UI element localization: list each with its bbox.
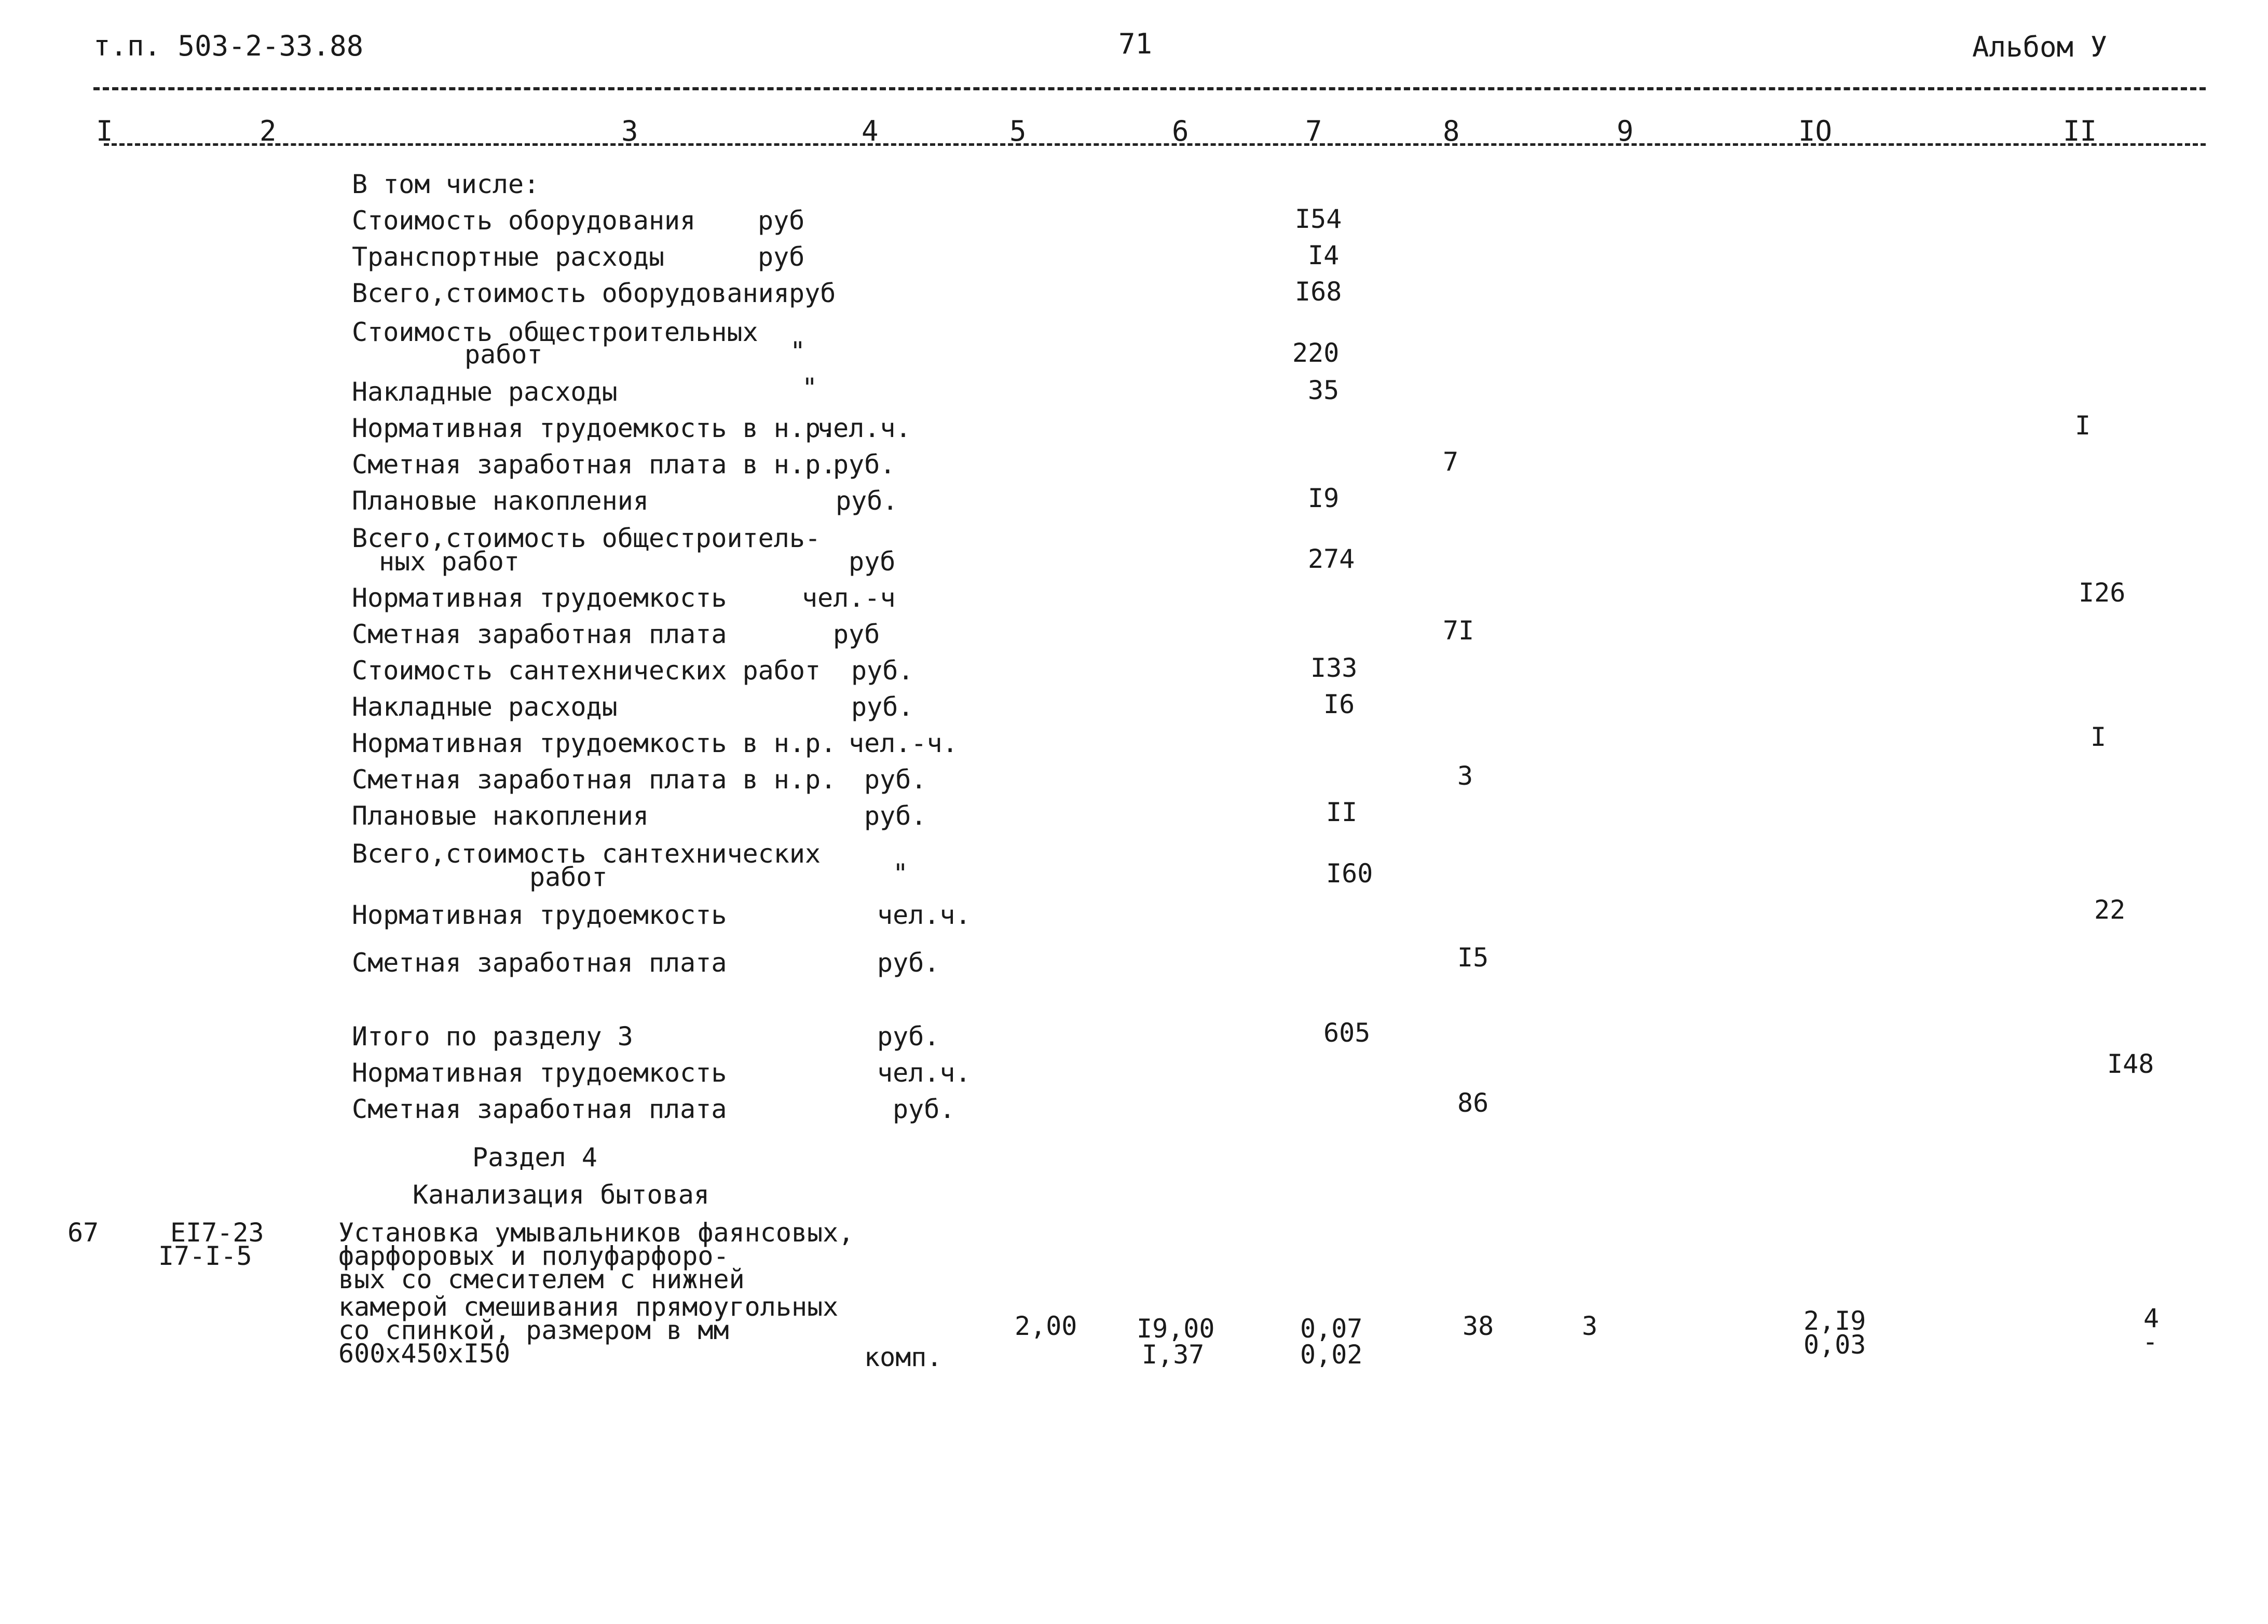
col7-value: 605	[1323, 1018, 1371, 1048]
row-unit: руб	[758, 206, 805, 236]
section-subtitle: Канализация бытовая	[413, 1180, 709, 1210]
col6-value: I,37	[1142, 1340, 1205, 1370]
col8-value: 7I	[1443, 616, 1474, 646]
col7-value: 0,02	[1300, 1340, 1363, 1370]
row-label: Всего,стоимость оборудования	[352, 278, 789, 308]
row-unit: руб.	[893, 1094, 955, 1124]
row-label: работ	[464, 339, 543, 370]
row-label: Нормативная трудоемкость	[352, 900, 727, 930]
row-unit: руб.	[836, 486, 898, 516]
row-label: Сметная заработная плата в н.р.	[352, 765, 837, 795]
col11-value: -	[2142, 1327, 2158, 1357]
document-code: т.п. 503-2-33.88	[93, 30, 364, 62]
row-unit: руб.	[851, 656, 914, 686]
col7-value: I9	[1308, 483, 1340, 513]
row-unit: руб.	[864, 765, 927, 795]
col11-value: 22	[2094, 895, 2126, 925]
col5-value: 2,00	[1015, 1311, 1077, 1341]
column-number: 6	[1172, 115, 1189, 147]
column-number: 5	[1009, 115, 1027, 147]
row-label: ных работ	[379, 547, 520, 577]
col8-value: 86	[1457, 1088, 1489, 1118]
item-description: 600x450xI50	[338, 1339, 511, 1369]
col7-value: 0,07	[1300, 1314, 1363, 1344]
col8-value: I5	[1457, 943, 1489, 973]
row-label: Сметная заработная плата в н.р.	[352, 449, 837, 480]
row-unit: руб.	[877, 1021, 940, 1052]
item-description: со спинкой, размером в мм	[338, 1315, 729, 1345]
row-unit: "	[790, 336, 806, 366]
column-number: I	[96, 115, 113, 147]
row-label: Всего,стоимость общестроитель-	[352, 523, 821, 553]
row-label: Плановые накопления	[352, 801, 649, 831]
col7-value: I6	[1323, 689, 1355, 719]
column-number: IO	[1798, 115, 1833, 147]
row-unit: комп.	[864, 1342, 942, 1372]
col10-value: 2,I9	[1804, 1306, 1866, 1336]
item-code: I7-I-5	[158, 1241, 252, 1271]
col7-value: I54	[1295, 204, 1342, 234]
row-label: Стоимость оборудования	[352, 206, 696, 236]
row-label: Накладные расходы	[352, 377, 618, 407]
header-rule	[93, 87, 2206, 101]
row-label: Транспортные расходы	[352, 242, 665, 272]
item-description: вых со смесителем с нижней	[338, 1264, 745, 1294]
col8-value: 3	[1457, 761, 1473, 791]
column-number: 4	[862, 115, 879, 147]
col9-value: 3	[1582, 1311, 1598, 1341]
row-label: В том числе:	[352, 169, 540, 199]
row-unit: руб	[758, 242, 805, 272]
col7-value: I60	[1326, 858, 1373, 889]
col8-value: 38	[1463, 1311, 1494, 1341]
row-unit: руб.	[833, 449, 896, 480]
column-header-rule	[104, 143, 2206, 146]
row-label: Всего,стоимость сантехнических	[352, 839, 821, 869]
row-label: Накладные расходы	[352, 692, 618, 722]
page-number: 71	[1118, 28, 1153, 60]
row-label: Сметная заработная плата	[352, 948, 727, 978]
col10-value: 0,03	[1804, 1330, 1866, 1360]
item-description: камерой смешивания прямоугольных	[338, 1292, 839, 1322]
row-unit: чел.ч.	[817, 413, 911, 443]
row-label: Сметная заработная плата	[352, 619, 727, 649]
row-unit: чел.-ч.	[849, 728, 958, 758]
row-unit: руб.	[851, 692, 914, 722]
column-number: 8	[1443, 115, 1460, 147]
col7-value: 274	[1308, 544, 1355, 574]
album-label: Альбом У	[1972, 31, 2108, 63]
col11-value: I	[2091, 722, 2107, 752]
row-label: Нормативная трудоемкость	[352, 1058, 727, 1088]
col7-value: 220	[1292, 338, 1340, 368]
column-number: 2	[259, 115, 277, 147]
item-description: Установка умывальников фаянсовых,	[338, 1218, 854, 1248]
column-number: II	[2063, 115, 2097, 147]
col7-value: I4	[1308, 240, 1340, 270]
column-number: 9	[1617, 115, 1634, 147]
row-label: Сметная заработная плата	[352, 1094, 727, 1124]
row-unit: чел.-ч	[802, 583, 896, 613]
row-unit: чел.ч.	[877, 900, 971, 930]
row-unit: чел.ч.	[877, 1058, 971, 1088]
row-label: Итого по разделу 3	[352, 1021, 633, 1052]
col11-value: I48	[2107, 1049, 2154, 1079]
col7-value: I68	[1295, 277, 1342, 307]
item-number: 67	[67, 1218, 99, 1248]
row-unit: "	[893, 858, 909, 889]
row-unit: руб	[849, 547, 896, 577]
row-label: Нормативная трудоемкость в н.р.	[352, 728, 837, 758]
column-number: 3	[621, 115, 638, 147]
row-unit: руб	[789, 278, 836, 308]
row-unit: руб.	[877, 948, 940, 978]
row-unit: руб	[833, 619, 880, 649]
row-unit: "	[802, 373, 818, 403]
col8-value: 7	[1443, 447, 1459, 477]
col7-value: I33	[1310, 653, 1358, 683]
col7-value: 35	[1308, 375, 1340, 405]
col11-value: I	[2075, 411, 2091, 441]
col11-value: 4	[2143, 1303, 2160, 1333]
section-title: Раздел 4	[472, 1142, 597, 1172]
row-label: Стоимость общестроительных	[352, 317, 758, 347]
row-label: Нормативная трудоемкость	[352, 583, 727, 613]
row-label: работ	[529, 862, 608, 892]
col6-value: I9,00	[1137, 1314, 1215, 1344]
column-number: 7	[1305, 115, 1322, 147]
row-unit: руб.	[864, 801, 927, 831]
row-label: Нормативная трудоемкость в н.р.	[352, 413, 837, 443]
row-label: Стоимость сантехнических работ	[352, 656, 821, 686]
col11-value: I26	[2079, 578, 2126, 608]
item-code: EI7-23	[170, 1218, 264, 1248]
row-label: Плановые накопления	[352, 486, 649, 516]
col7-value: II	[1326, 797, 1358, 827]
item-description: фарфоровых и полуфарфоро-	[338, 1241, 729, 1271]
